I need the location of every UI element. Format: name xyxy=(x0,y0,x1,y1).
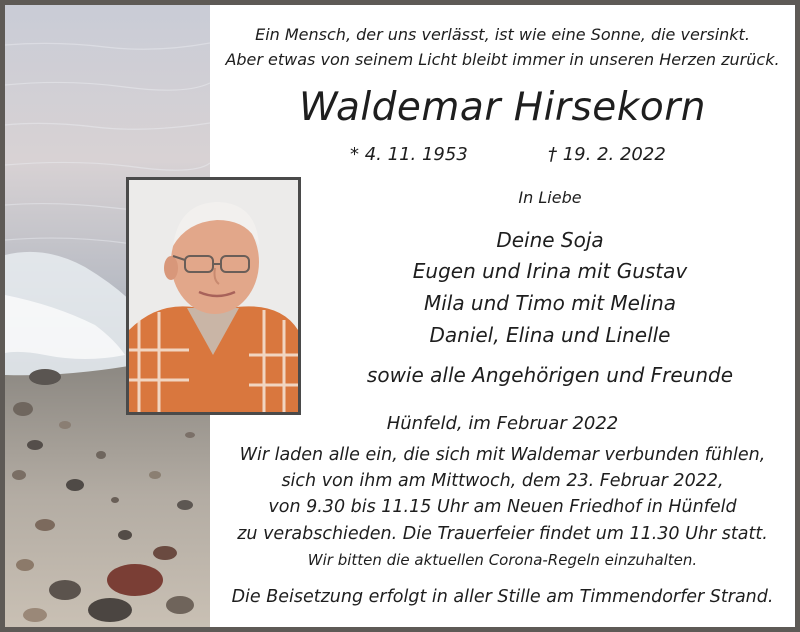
life-dates xyxy=(210,144,795,168)
corona-note: Wir bitten die aktuellen Corona-Regeln einzuhalten. xyxy=(307,551,698,569)
obituary-text xyxy=(210,5,795,627)
in-love-label: In Liebe xyxy=(518,188,582,207)
quote-line-1: Ein Mensch, der uns verlässt, ist wie eine Sonne, die versinkt. xyxy=(255,25,750,44)
invitation-line: sich von ihm am Mittwoch, dem 23. Februar 2022, xyxy=(281,471,724,491)
place-date: Hünfeld, im Februar 2022 xyxy=(386,413,619,434)
deceased-name: Waldemar Hirsekorn xyxy=(299,85,706,130)
birth-date: * 4. 11. 1953 xyxy=(350,144,468,165)
mourner-line: Eugen und Irina mit Gustav xyxy=(412,259,688,283)
quote-line-2: Aber etwas von seinem Licht bleibt immer in unseren Herzen zurück. xyxy=(225,50,780,69)
invitation-line: Wir laden alle ein, die sich mit Waldemar verbunden fühlen, xyxy=(239,445,766,465)
mourner-line: sowie alle Angehörigen und Freunde xyxy=(366,363,734,387)
invitation-line: zu verabschieden. Die Trauerfeier findet um 11.30 Uhr statt. xyxy=(237,524,768,544)
obituary-card xyxy=(5,5,795,627)
mourner-line: Deine Soja xyxy=(496,228,604,252)
death-date: † 19. 2. 2022 xyxy=(548,144,666,165)
mourner-line: Mila und Timo mit Melina xyxy=(423,291,677,315)
invitation-line: von 9.30 bis 11.15 Uhr am Neuen Friedhof in Hünfeld xyxy=(268,497,737,517)
burial-note: Die Beisetzung erfolgt in aller Stille am Timmendorfer Strand. xyxy=(231,587,774,607)
mourner-line: Daniel, Elina und Linelle xyxy=(429,323,671,347)
